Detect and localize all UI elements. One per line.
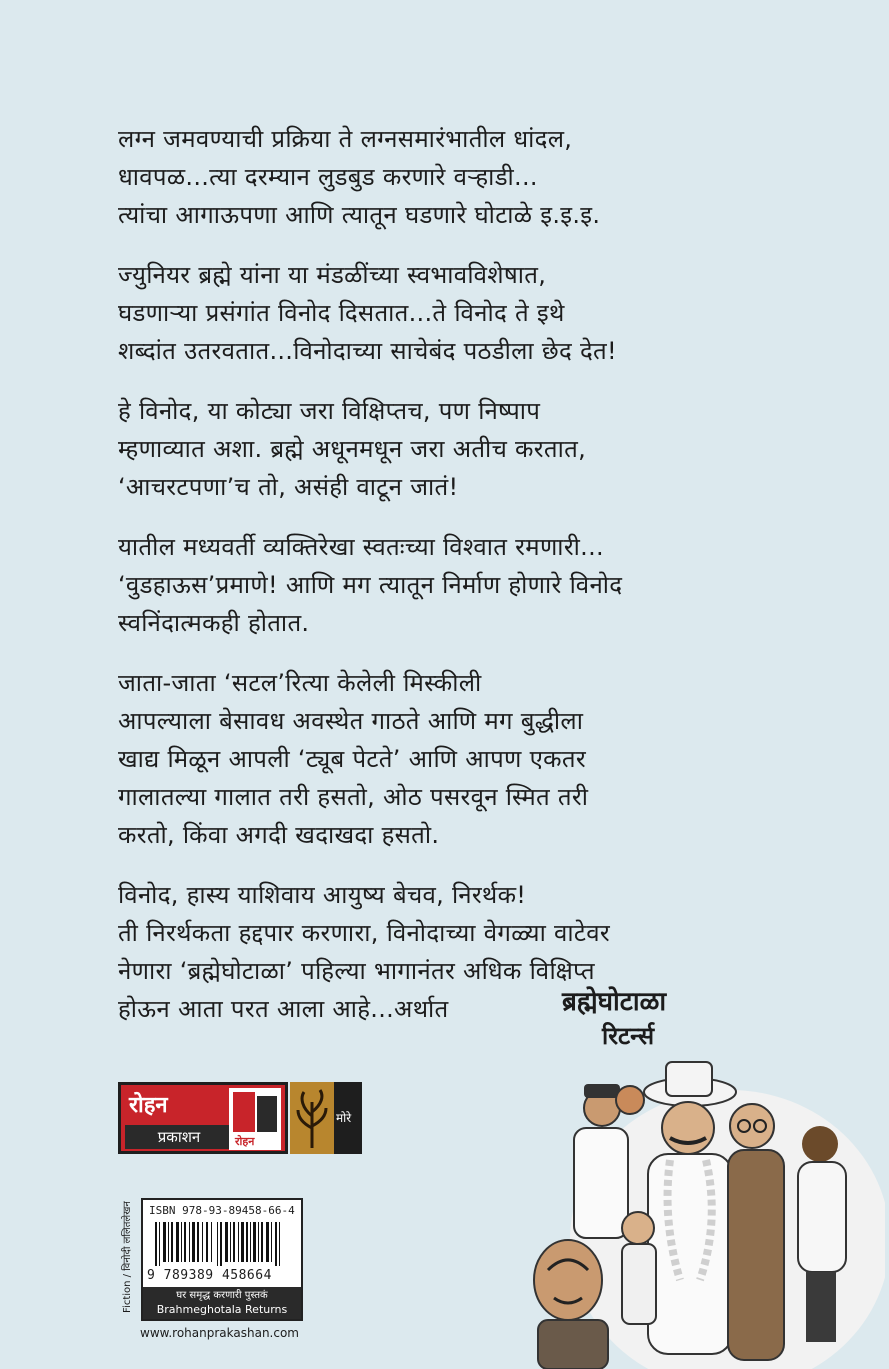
- blurb-line: ज्युनियर ब्रह्मे यांना या मंडळींच्या स्वभावविशेषात,: [118, 261, 547, 289]
- blurb-line: जाता-जाता ‘सटल’रित्या केलेली मिस्कीली: [118, 669, 482, 697]
- title-signature-logo: [558, 970, 688, 1058]
- signature-line-2: रिटर्न्स: [602, 1022, 655, 1050]
- blurb-line: लग्न जमवण्याची प्रक्रिया ते लग्नसमारंभातील धांदल,: [118, 125, 573, 153]
- publisher-icon-label: रोहन: [235, 1135, 255, 1148]
- blurb-line: हे विनोद, या कोट्या जरा विक्षिप्तच, पण निष्पाप: [118, 397, 541, 425]
- barcode-bars: [149, 1222, 295, 1266]
- blurb-paragraph: [118, 120, 858, 234]
- genre-side-label: [118, 1198, 134, 1318]
- blurb-line: ‘आचरटपणा’च तो, असंही वाटून जातं!: [118, 473, 459, 501]
- blurb-line: होऊन आता परत आला आहे...अर्थात: [118, 995, 449, 1023]
- signature-line-1: ब्रह्मेघोटाळा: [562, 987, 667, 1017]
- imprint-label: मोरे: [336, 1111, 352, 1125]
- tagline-strip: [141, 1287, 303, 1321]
- book-title-english: Brahmeghotala Returns: [156, 1303, 288, 1316]
- barcode-digits: 9 789389 458664: [147, 1268, 272, 1283]
- blurb-line: करतो, किंवा अगदी खदाखदा हसतो.: [118, 821, 440, 849]
- blurb-line: म्हणाव्यात अशा. ब्रह्मे अधूनमधून जरा अतीच करतात,: [118, 435, 586, 463]
- publisher-logo: [118, 1082, 288, 1154]
- blurb-line: खाद्य मिळून आपली ‘ट्यूब पेटते’ आणि आपण एकतर: [118, 745, 586, 773]
- blurb-line: गालातल्या गालात तरी हसतो, ओठ पसरवून स्मित तरी: [118, 783, 589, 811]
- blurb-line: धावपळ...त्या दरम्यान लुडबुड करणारे वऱ्हाडी...: [118, 163, 538, 191]
- publisher-book-icon: [229, 1088, 281, 1150]
- publisher-name: रोहन: [129, 1093, 168, 1118]
- blurb-paragraph: [118, 876, 858, 1028]
- blurb-paragraph: [118, 528, 858, 642]
- blurb-paragraph: [118, 256, 858, 370]
- publisher-sub: प्रकाशन: [125, 1125, 233, 1149]
- blurb-line: घडणाऱ्या प्रसंगांत विनोद दिसतात...ते विनोद ते इथे: [118, 299, 565, 327]
- blurb-line: ती निरर्थकता हद्दपार करणारा, विनोदाच्या वेगळ्या वाटेवर: [118, 919, 611, 947]
- publisher-website: www.rohanprakashan.com: [140, 1326, 299, 1340]
- blurb-line: स्वनिंदात्मकही होतात.: [118, 609, 310, 637]
- back-cover-blurb: [118, 120, 858, 1050]
- blurb-line: आपल्याला बेसावध अवस्थेत गाठते आणि मग बुद्धीला: [118, 707, 584, 735]
- blurb-paragraph: [118, 664, 858, 854]
- genre-text: Fiction / विनोदी ललितलेखन: [122, 1201, 133, 1313]
- blurb-line: विनोद, हास्य याशिवाय आयुष्य बेचव, निरर्थक!: [118, 881, 527, 909]
- isbn-label: ISBN 978-93-89458-66-4: [149, 1204, 295, 1217]
- blurb-paragraph: [118, 392, 858, 506]
- imprint-logo: [290, 1082, 362, 1154]
- barcode: [141, 1198, 303, 1292]
- blurb-line: त्यांचा आगाऊपणा आणि त्यातून घडणारे घोटाळे इ.इ.इ.: [118, 201, 601, 229]
- cartoon-illustration: [530, 1050, 885, 1369]
- blurb-line: शब्दांत उतरवतात...विनोदाच्या साचेबंद पठडीला छेद देत!: [118, 337, 617, 365]
- blurb-line: ‘वुडहाऊस’प्रमाणे! आणि मग त्यातून निर्माण होणारे विनोद: [118, 571, 623, 599]
- blurb-line: नेणारा ‘ब्रह्मेघोटाळा’ पहिल्या भागानंतर अधिक विक्षिप्त: [118, 957, 595, 985]
- blurb-line: यातील मध्यवर्ती व्यक्तिरेखा स्वतःच्या विश्वात रमणारी...: [118, 533, 604, 561]
- tagline-text: घर समृद्ध करणारी पुस्तकं: [176, 1290, 268, 1301]
